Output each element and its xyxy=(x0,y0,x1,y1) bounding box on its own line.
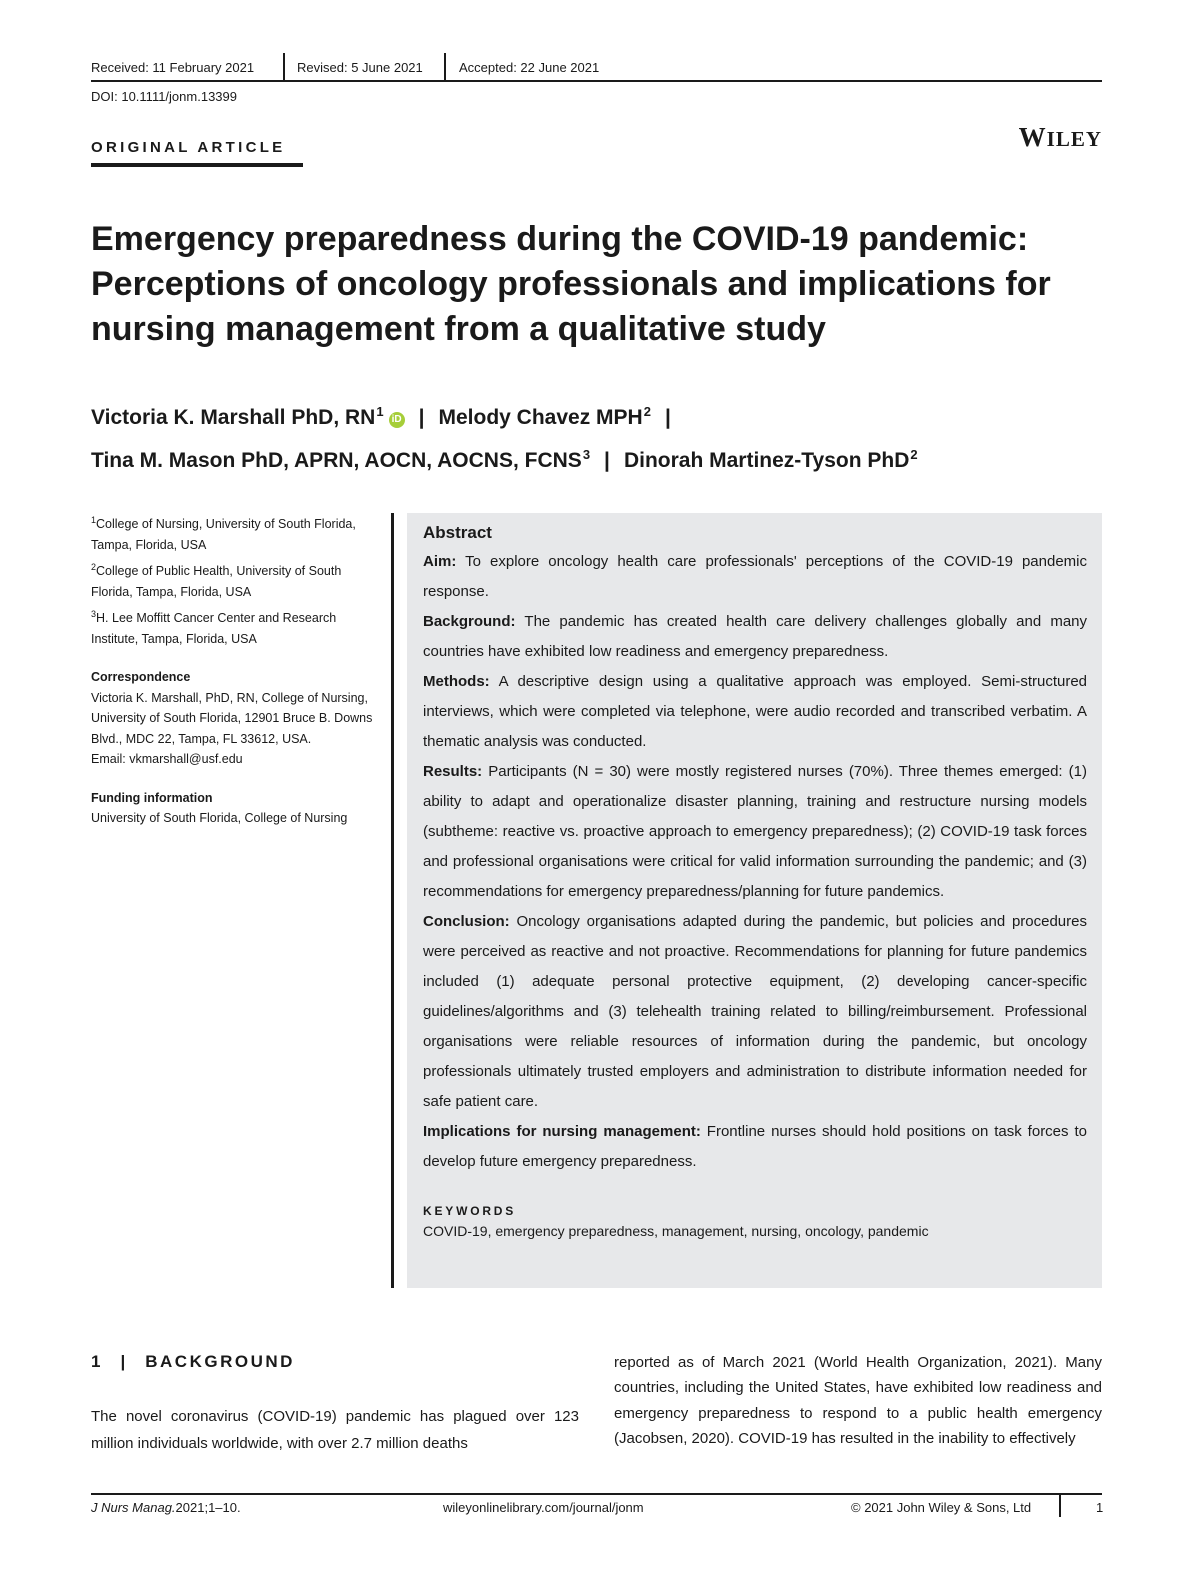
divider xyxy=(444,53,446,82)
abstract-methods: Methods: A descriptive design using a qualitative approach was employed. Semi-structured interviews, which were completed via telephone, were audio recorded and transcribed verbatim. A thematic analysis was conducted. xyxy=(423,673,1088,750)
affiliation-marker: 1 xyxy=(376,404,384,419)
footer-rule xyxy=(91,1493,1102,1495)
abstract-heading: Abstract xyxy=(423,523,492,542)
page-number: 1 xyxy=(1096,1500,1104,1515)
body-text-column-1: The novel coronavirus (COVID-19) pandemic has plagued over 123 million individuals worldwide, with over 2.7 million deaths xyxy=(91,1408,579,1452)
copyright: © 2021 John Wiley & Sons, Ltd xyxy=(851,1500,1032,1515)
column-divider xyxy=(391,513,394,1288)
received-date: Received: 11 February 2021 xyxy=(91,60,255,75)
affiliation-marker: 3 xyxy=(582,447,591,462)
wiley-logo: WILEY xyxy=(1018,122,1102,152)
correspondence-address: Victoria K. Marshall, PhD, RN, College of Nursing, University of South Florida, 12901 Bruce B. Downs Blvd., MDC 22, Tampa, FL 33612, USA. xyxy=(91,690,373,746)
abstract-aim: Aim: To explore oncology health care professionals' perceptions of the COVID-19 pandemic response. xyxy=(423,553,1088,600)
article-type: ORIGINAL ARTICLE xyxy=(91,139,286,156)
author-name[interactable]: Dinorah Martinez-Tyson PhD xyxy=(623,449,910,472)
funding-text: University of South Florida, College of Nursing xyxy=(91,811,348,825)
body-text-column-2: reported as of March 2021 (World Health Organization, 2021). Many countries, including the United States, have exhibited low readiness and emergency preparedness to respond to a public health emergency (Jacobsen, 2020). COVID-19 has resulted in the inability to effectively xyxy=(614,1354,1102,1447)
affiliation: $^2$College of Public Health, University of South Florida, Tampa, Florida, USA xyxy=(91,562,342,599)
affiliation: $^3$H. Lee Moffitt Cancer Center and Research Institute, Tampa, Florida, USA xyxy=(91,609,337,646)
abstract-implications: Implications for nursing management: Frontline nurses should hold positions on task forces to develop future emergency preparedness. xyxy=(423,1123,1087,1170)
author-name[interactable]: Victoria K. Marshall PhD, RN xyxy=(91,406,376,429)
author-name[interactable]: Melody Chavez MPH xyxy=(438,406,643,429)
publication-dates-bar xyxy=(91,58,1102,82)
revised-date: Revised: 5 June 2021 xyxy=(297,60,423,75)
article-title: Emergency preparedness during the COVID-19 pandemic: Perceptions of oncology professionals and implications for nursing management from a qualitative study xyxy=(91,220,1051,348)
correspondence-heading: Correspondence xyxy=(91,670,191,684)
abstract-background: Background: The pandemic has created health care delivery challenges globally and many countries have exhibited low readiness and emergency preparedness. xyxy=(423,613,1087,660)
accepted-date: Accepted: 22 June 2021 xyxy=(459,60,600,75)
section-heading: 1 | BACKGROUND xyxy=(91,1352,295,1371)
orcid-icon[interactable]: iD xyxy=(389,412,405,428)
journal-citation: J Nurs Manag. 2021;1–10. xyxy=(91,1500,241,1515)
author-separator: | xyxy=(664,406,671,429)
author-list xyxy=(91,393,1101,479)
keywords-list: COVID-19, emergency preparedness, management, nursing, oncology, pandemic xyxy=(423,1223,929,1239)
funding-heading: Funding information xyxy=(91,790,213,805)
affiliation-marker: 2 xyxy=(910,447,918,462)
divider xyxy=(283,53,285,82)
author-separator: | xyxy=(604,449,610,472)
author-name[interactable]: Tina M. Mason PhD, APRN, AOCN, AOCNS, FCNS xyxy=(91,449,582,472)
author-line xyxy=(91,393,1101,436)
divider xyxy=(1059,1495,1061,1517)
doi[interactable]: DOI: 10.1111/jonm.13399 xyxy=(91,89,237,104)
journal-url[interactable]: wileyonlinelibrary.com/journal/jonm xyxy=(443,1500,644,1515)
abstract-box xyxy=(407,513,1102,1288)
author-separator: | xyxy=(418,406,425,429)
affiliation-marker: 2 xyxy=(643,404,651,419)
correspondence-email[interactable]: Email: vkmarshall@usf.edu xyxy=(91,752,243,766)
abstract-conclusion: Conclusion: Oncology organisations adapted during the pandemic, but policies and procedures were perceived as reactive and not proactive. Recommendations for planning for future pandemics included (1) adequate personal protective equipment, (2) developing cancer-specific guidelines/algorithms and (3) telehealth training related to billing/reimbursement. Professional organisations were reliable resources of information during the pandemic, but oncology professionals ultimately trusted employers and administration to distribute information needed for safe patient care. xyxy=(423,913,1087,1110)
keywords-heading: KEYWORDS xyxy=(423,1204,517,1218)
affiliations-column xyxy=(91,510,381,829)
abstract-results: Results: Participants (N = 30) were mostly registered nurses (70%). Three themes emerged: (1) ability to adapt and operationalize disaster planning, training and restructure nursing models (subtheme: reactive vs. proactive approach to emergency preparedness); (2) COVID-19 task forces and professional organisations were critical for valid information surrounding the pandemic; and (3) recommendations for emergency preparedness/planning for future pandemics. xyxy=(423,763,1087,900)
article-type-underline xyxy=(91,163,303,167)
author-line xyxy=(91,436,1101,479)
affiliation: $^1$College of Nursing, University of South Florida, Tampa, Florida, USA xyxy=(91,515,356,552)
